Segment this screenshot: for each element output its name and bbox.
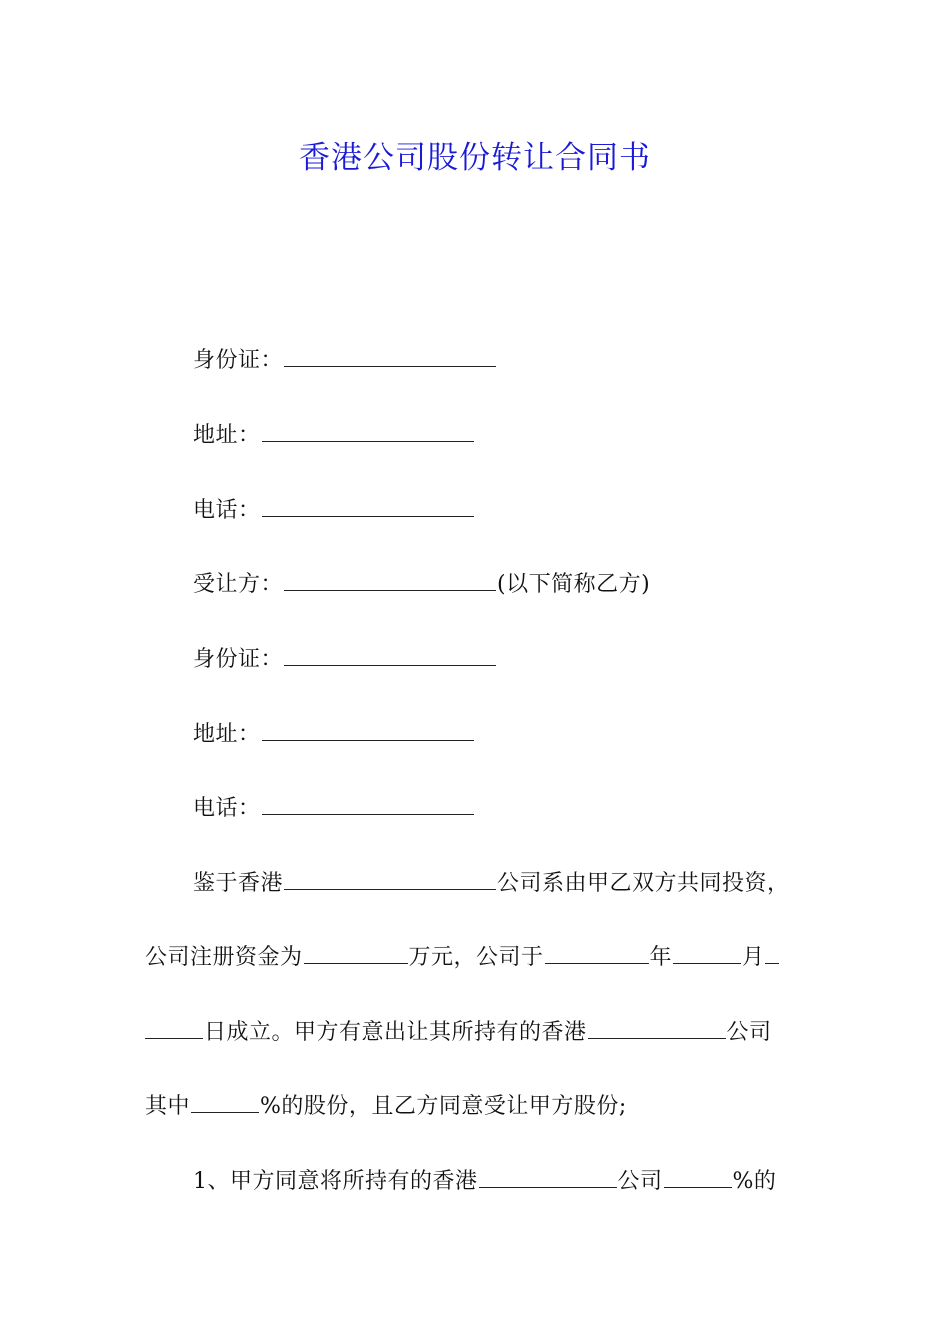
recital-p2-year: 年	[649, 945, 673, 970]
founding-year-blank[interactable]	[545, 941, 649, 964]
transferee-phone-blank[interactable]	[262, 792, 474, 815]
registered-capital-blank[interactable]	[304, 941, 408, 964]
page-title: 香港公司股份转让合同书	[299, 140, 651, 176]
transferor-phone-line	[193, 494, 475, 526]
transferee-id-blank[interactable]	[284, 643, 496, 666]
recital-line-3	[145, 1016, 772, 1048]
transferee-address-line	[193, 718, 475, 750]
recital-p2-start: 公司注册资金为	[145, 945, 303, 970]
recital-p2-month: 月	[742, 945, 765, 970]
transferor-address-line	[193, 419, 475, 451]
recital-p1-start: 鉴于香港	[193, 871, 284, 896]
transferee-id-label: 身份证：	[193, 647, 284, 672]
clause-1-end: %的	[732, 1169, 777, 1194]
recital-p2-unit: 万元，公司于	[408, 945, 544, 970]
transferee-suffix: (以下简称乙方)	[497, 572, 651, 597]
transferor-id-blank[interactable]	[284, 344, 496, 367]
recital-p1-end: 公司系由甲乙双方共同投资，	[497, 871, 790, 896]
transferor-id-label: 身份证：	[193, 348, 284, 373]
transferee-line	[193, 568, 650, 600]
recital-p4-start: 其中	[145, 1094, 191, 1119]
transferor-id-line	[193, 344, 497, 376]
transferee-id-line	[193, 643, 497, 675]
recital-company-blank[interactable]	[284, 867, 496, 890]
transferee-label: 受让方：	[193, 572, 284, 597]
transferee-phone-label: 电话：	[193, 796, 261, 821]
transferor-address-label: 地址：	[193, 423, 261, 448]
share-percent-blank[interactable]	[191, 1090, 259, 1113]
transferee-name-blank[interactable]	[284, 568, 496, 591]
recital-p3-company: 公司	[726, 1020, 772, 1045]
recital-line-4	[145, 1090, 627, 1122]
transferor-phone-blank[interactable]	[262, 494, 474, 517]
founding-day-blank-start[interactable]	[765, 941, 779, 964]
transferor-address-blank[interactable]	[262, 419, 474, 442]
transferee-address-blank[interactable]	[262, 718, 474, 741]
clause-1-line	[193, 1165, 776, 1197]
founding-month-blank[interactable]	[673, 941, 741, 964]
recital-p3-day: 日成立。甲方有意出让其所持有的香港	[204, 1020, 587, 1045]
recital-line-2	[145, 941, 779, 973]
clause-1-percent-blank[interactable]	[664, 1165, 732, 1188]
transferor-company-blank[interactable]	[588, 1016, 726, 1039]
clause-1-start: 1、甲方同意将所持有的香港	[193, 1169, 478, 1194]
transferor-phone-label: 电话：	[193, 498, 261, 523]
clause-1-company: 公司	[617, 1169, 663, 1194]
clause-1-company-blank[interactable]	[479, 1165, 617, 1188]
recital-line-1	[193, 867, 790, 899]
transferee-address-label: 地址：	[193, 722, 261, 747]
recital-p4-end: %的股份，且乙方同意受让甲方股份;	[260, 1094, 627, 1119]
transferee-phone-line	[193, 792, 475, 824]
founding-day-blank[interactable]	[145, 1016, 203, 1039]
